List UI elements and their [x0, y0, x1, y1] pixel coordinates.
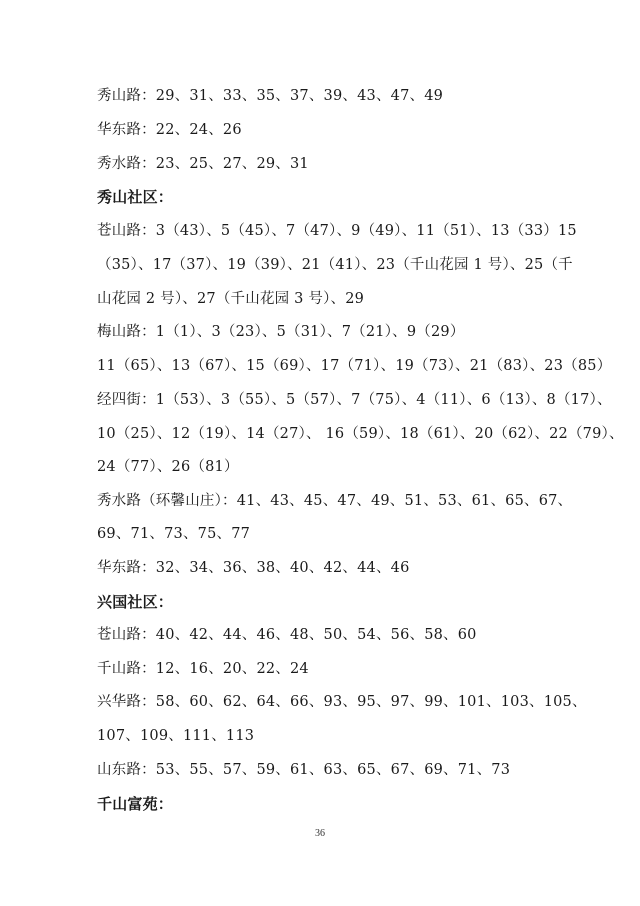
street-line-huadong-road-2: 华东路：32、34、36、38、40、42、44、46 — [97, 560, 410, 576]
street-line-xinghua-road-cont: 107、109、111、113 — [97, 728, 255, 744]
page-number: 36 — [315, 828, 325, 839]
street-line-jingsi-street-cont-1: 10（25）、12（19）、14（27）、 16（59）、18（61）、20（62）、22（79）、 — [97, 426, 624, 442]
street-line-xiushui-road: 秀水路：23、25、27、29、31 — [97, 156, 309, 172]
street-line-xiushan-road: 秀山路：29、31、33、35、37、39、43、47、49 — [97, 88, 444, 104]
street-line-cangshan-road-cont-2: 山花园 2 号）、27（千山花园 3 号）、29 — [97, 291, 365, 307]
street-line-jingsi-street: 经四街：1（53）、3（55）、5（57）、7（75）、4（11）、6（13）、8（17）、 — [97, 392, 612, 408]
street-line-huadong-road: 华东路：22、24、26 — [97, 122, 242, 138]
street-line-qianshan-road: 千山路：12、16、20、22、24 — [97, 661, 309, 677]
street-line-cangshan-road-2: 苍山路：40、42、44、46、48、50、54、56、58、60 — [97, 627, 477, 643]
street-line-shandong-road: 山东路：53、55、57、59、61、63、65、67、69、71、73 — [97, 762, 511, 778]
section-heading-xingguo-community: 兴国社区： — [97, 593, 174, 611]
street-line-xiushui-road-huanxin-cont: 69、71、73、75、77 — [97, 526, 251, 542]
section-heading-qianshan-fuyuan: 千山富苑： — [97, 795, 174, 813]
street-line-xinghua-road: 兴华路：58、60、62、64、66、93、95、97、99、101、103、105、 — [97, 694, 587, 710]
street-line-cangshan-road-cont-1: （35）、17（37）、19（39）、21（41）、23（千山花园 1 号）、25（千 — [97, 257, 573, 273]
section-heading-xiushan-community: 秀山社区： — [97, 188, 174, 206]
street-line-xiushui-road-huanxin: 秀水路（环馨山庄）：41、43、45、47、49、51、53、61、65、67、 — [97, 493, 573, 509]
street-line-meishan-road: 梅山路：1（1）、3（23）、5（31）、7（21）、9（29） — [97, 324, 465, 340]
street-line-meishan-road-cont: 11（65）、13（67）、15（69）、17（71）、19（73）、21（83）、23（85） — [97, 358, 612, 374]
street-line-cangshan-road: 苍山路：3（43）、5（45）、7（47）、9（49）、11（51）、13（33）15 — [97, 223, 577, 239]
street-line-jingsi-street-cont-2: 24（77）、26（81） — [97, 459, 239, 475]
